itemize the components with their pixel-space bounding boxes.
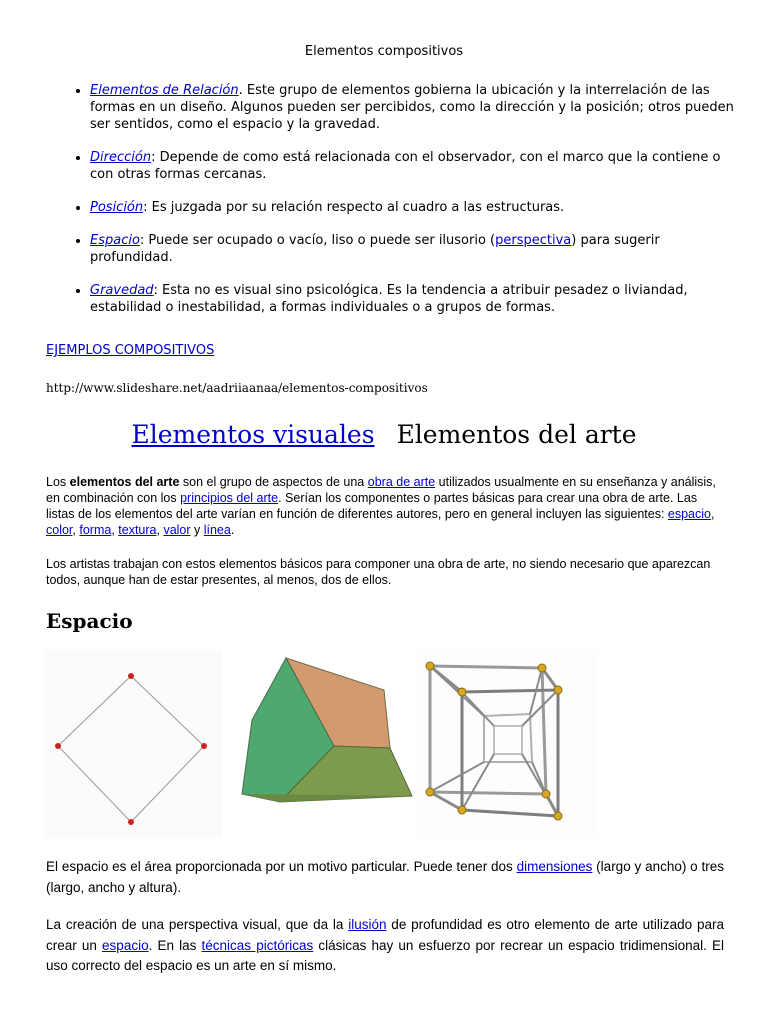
list-item-text: ) para sugerir profundidad. — [90, 233, 660, 265]
espacio-heading: Espacio — [46, 609, 133, 633]
list-item-text: : Es juzgada por su relación respecto al cuadro a las estructuras. — [143, 200, 565, 215]
link-linea[interactable]: línea — [203, 523, 231, 537]
artists-paragraph: Los artistas trabajan con estos elementos básicos para componer una obra de arte, no siendo necesario que aparezcan todos, aunque han de estar presentes, al menos, dos de ellos. — [46, 557, 711, 587]
square-2d-figure — [44, 650, 222, 838]
link-espacio-2[interactable]: espacio — [102, 937, 149, 953]
link-forma[interactable]: forma — [79, 523, 112, 537]
text: , — [72, 523, 80, 537]
text: , — [711, 507, 715, 521]
text: y — [190, 523, 204, 537]
link-tecnicas-pictoricas[interactable]: técnicas pictóricas — [201, 937, 314, 953]
link-obra-de-arte[interactable]: obra de arte — [367, 475, 436, 489]
link-espacio[interactable]: Espacio — [90, 233, 140, 248]
text: , — [156, 523, 164, 537]
list-item — [90, 199, 740, 216]
list-item — [90, 82, 740, 133]
tesseract-figure — [414, 650, 596, 838]
bold-term: elementos del arte — [69, 475, 180, 489]
text: clásicas hay un esfuerzo por recrear un espacio tridimensional. El uso correcto del espacio es un arte en sí mismo. — [46, 937, 725, 973]
list-item-text: : Puede ser ocupado o vacío, liso o puede ser ilusorio ( — [139, 233, 496, 248]
intro-paragraph — [46, 474, 726, 538]
text: son el grupo de aspectos de una — [179, 475, 368, 489]
list-item-text: : Depende de como está relacionada con el observador, con el marco que la contiene o con otras formas cercanas. — [90, 150, 721, 182]
composition-elements-list — [66, 82, 740, 332]
text: utilizados usualmente en su enseñanza y análisis, en combinación con los — [46, 475, 716, 505]
list-item — [90, 232, 740, 266]
text: Los — [46, 475, 70, 489]
cube-3d-figure — [242, 658, 412, 802]
link-perspectiva[interactable]: perspectiva — [495, 233, 572, 248]
link-direccion[interactable]: Dirección — [90, 150, 152, 165]
text: de profundidad es otro elemento de arte utilizado para crear un — [46, 917, 724, 953]
text: La creación de una perspectiva visual, que da la — [46, 917, 349, 932]
link-posicion[interactable]: Posición — [90, 200, 144, 215]
ejemplos-compositivos-link[interactable]: EJEMPLOS COMPOSITIVOS — [46, 343, 215, 358]
section-heading — [0, 420, 768, 449]
document-title: Elementos compositivos — [304, 44, 464, 59]
text: . — [230, 523, 235, 537]
elementos-visuales-link[interactable]: Elementos visuales — [131, 420, 375, 449]
link-espacio[interactable]: espacio — [667, 507, 711, 521]
heading-title: Elementos del arte — [396, 420, 637, 449]
text: . Serían los componentes o partes básicas para crear una obra de arte. Las listas de los elementos del arte varían en función de diferentes autores, pero en general incluyen las siguientes: — [46, 491, 698, 521]
list-item — [90, 282, 740, 316]
text: (largo y ancho) o tres (largo, ancho y altura). — [46, 859, 724, 895]
link-gravedad[interactable]: Gravedad — [90, 283, 154, 298]
link-principios-del-arte[interactable]: principios del arte — [180, 491, 279, 505]
link-color[interactable]: color — [46, 523, 73, 537]
link-ilusion[interactable]: ilusión — [348, 917, 387, 932]
text: El espacio es el área proporcionada por un motivo particular. Puede tener dos — [46, 859, 517, 874]
list-item-text: : Esta no es visual sino psicológica. Es la tendencia a atribuir pesadez o liviandad, estabilidad o inestabilidad, a formas individuales o a grupos de formas. — [90, 283, 688, 315]
source-url: http://www.slideshare.net/aadriiaanaa/elementos-compositivos — [46, 381, 428, 395]
text: , — [111, 523, 119, 537]
link-valor[interactable]: valor — [163, 523, 191, 537]
link-elementos-relacion[interactable]: Elementos de Relación — [90, 83, 239, 98]
perspective-paragraph — [46, 915, 724, 977]
list-item-text: . Este grupo de elementos gobierna la ubicación y la interrelación de las formas en un diseño. Algunos pueden ser percibidos, como la dirección y la posición; otros pueden ser sentidos, como el espacio y la gravedad. — [90, 83, 734, 132]
space-definition-paragraph — [46, 857, 724, 898]
text: . En las — [148, 937, 202, 953]
link-dimensiones[interactable]: dimensiones — [516, 859, 593, 874]
link-textura[interactable]: textura — [118, 523, 157, 537]
list-item — [90, 149, 740, 183]
space-figures — [44, 650, 596, 838]
